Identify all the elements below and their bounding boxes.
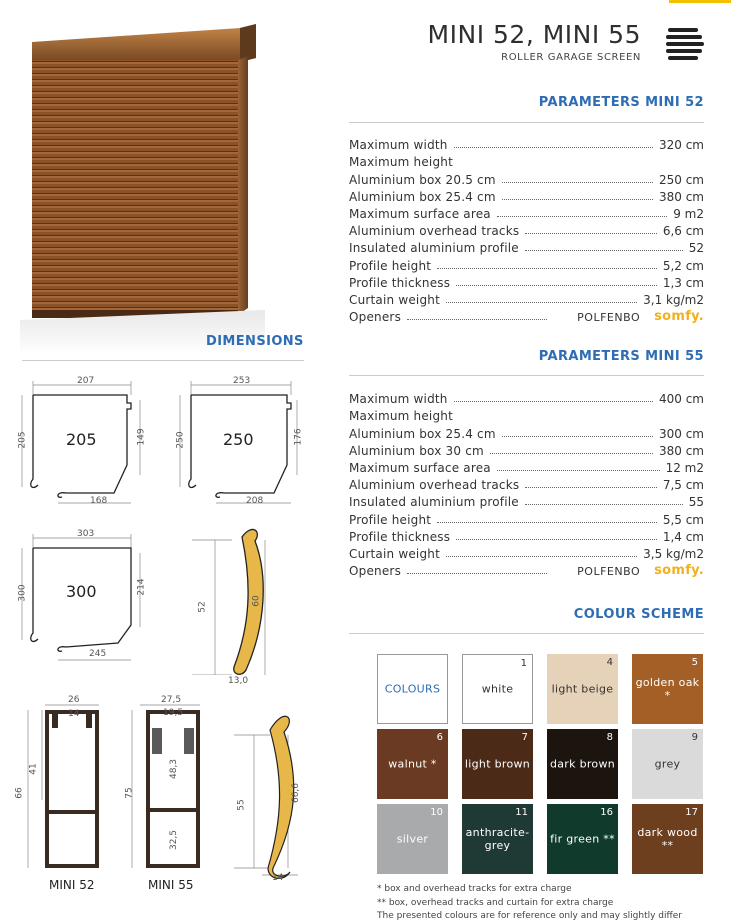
param-row: Insulated aluminium profile 52 [349, 241, 704, 256]
note-1: * box and overhead tracks for extra charge [377, 884, 572, 894]
colour-swatch [632, 804, 703, 874]
swatch-name: silver [396, 832, 429, 846]
dim-track55-outer: 27,5 [161, 695, 182, 705]
openers-row: Openers POLFENBO somfy. [349, 563, 704, 579]
somfy-logo: somfy. [654, 563, 704, 579]
dim-250-top: 253 [233, 376, 251, 386]
swatch-number: 1 [520, 658, 527, 669]
param-row: Profile thickness 1,3 cm [349, 275, 704, 290]
param-row: Aluminium overhead tracks 7,5 cm [349, 478, 704, 493]
colour-swatch [547, 729, 618, 799]
page-subtitle: ROLLER GARAGE SCREEN [501, 52, 641, 63]
swatch-number: 7 [521, 732, 528, 743]
param-row: Maximum surface area 12 m2 [349, 460, 704, 475]
note-3: The presented colours are for reference only and may slightly differ [377, 911, 682, 921]
dim-track55-lower: 32,5 [169, 829, 180, 851]
swatch-number: 16 [600, 807, 613, 818]
dim-profile52-inner: 60 [251, 595, 262, 607]
swatch-name: dark wood ** [637, 826, 698, 852]
dim-205-top: 207 [77, 376, 95, 386]
colour-swatch [632, 654, 703, 724]
dimensions-heading: DIMENSIONS [206, 334, 304, 349]
track52-name: MINI 52 [49, 878, 95, 892]
param-row: Profile height 5,2 cm [349, 258, 704, 273]
colour-swatch [547, 804, 618, 874]
param-row: Maximum width 400 cm [349, 392, 704, 407]
swatch-number: 10 [430, 807, 443, 818]
dim-track55-total: 75 [124, 787, 135, 799]
param-row: Maximum width 320 cm [349, 138, 704, 153]
colour-swatch [547, 654, 618, 724]
param-row: Insulated aluminium profile 55 [349, 495, 704, 510]
box-300-label: 300 [66, 582, 97, 601]
swatch-name: walnut * [388, 757, 437, 771]
track-drawings [12, 690, 312, 880]
dim-profile55-outer: 55 [236, 799, 247, 811]
param-row: Aluminium box 25.4 cm 380 cm [349, 189, 704, 204]
dim-profile55-thickness: 14 [272, 873, 284, 883]
swatch-name: grey [654, 757, 681, 771]
dim-track52-outer: 26 [68, 695, 80, 705]
dim-250-right: 176 [293, 428, 304, 446]
swatch-name: anthracite-grey [465, 826, 530, 852]
dim-track52-part: 41 [28, 763, 39, 775]
swatch-number: 9 [691, 732, 698, 743]
track55-name: MINI 55 [148, 878, 194, 892]
colour-heading: COLOUR SCHEME [573, 607, 704, 622]
dim-250-left: 250 [175, 431, 186, 449]
swatch-number: 4 [606, 657, 613, 668]
polfenbo-logo: POLFENBO [577, 311, 641, 325]
box-drawings [10, 375, 310, 675]
param-row: Profile thickness 1,4 cm [349, 529, 704, 544]
params55-list [349, 389, 704, 578]
swatch-name: golden oak * [635, 676, 700, 702]
dim-300-bottom: 245 [89, 649, 107, 659]
params52-list [349, 135, 704, 324]
colour-swatch [377, 729, 448, 799]
dim-205-right: 149 [136, 428, 147, 446]
swatch-number: 6 [436, 732, 443, 743]
note-2: ** box, overhead tracks and curtain for extra charge [377, 898, 614, 908]
dim-profile55-inner: 66,6 [291, 782, 302, 804]
dim-300-top: 303 [77, 529, 95, 539]
param-row: Maximum height [349, 409, 453, 424]
colour-swatch [462, 654, 533, 724]
openers-row: Openers POLFENBO somfy. [349, 309, 704, 325]
param-row: Maximum height [349, 155, 453, 170]
param-row: Aluminium box 25.4 cm 300 cm [349, 426, 704, 441]
dim-300-left: 300 [17, 584, 28, 602]
page-title: MINI 52, MINI 55 [427, 20, 641, 49]
swatch-number: 17 [685, 807, 698, 818]
param-row: Curtain weight 3,5 kg/m2 [349, 546, 704, 561]
swatch-number: 11 [515, 807, 528, 818]
box-250-label: 250 [223, 430, 254, 449]
dim-profile52-thickness: 13,0 [228, 676, 249, 686]
dim-205-bottom: 168 [90, 496, 108, 506]
swatch-name: fir green ** [550, 832, 615, 846]
dim-track55-inner: 19,5 [163, 708, 184, 718]
colour-swatch [632, 729, 703, 799]
swatch-name: white [481, 682, 514, 696]
swatch-name: light beige [551, 682, 614, 696]
param-row: Curtain weight 3,1 kg/m2 [349, 292, 704, 307]
dim-track52-inner: 14 [68, 709, 80, 719]
box-205-label: 205 [66, 430, 97, 449]
swatch-name: light brown [464, 757, 531, 771]
param-row: Maximum surface area 9 m2 [349, 206, 704, 221]
colours-legend: COLOURS [377, 654, 448, 724]
colour-swatch [377, 804, 448, 874]
dim-250-bottom: 208 [246, 496, 264, 506]
colour-swatch [462, 804, 533, 874]
brand-logo-icon [666, 26, 704, 64]
dim-205-left: 205 [17, 431, 28, 449]
polfenbo-logo: POLFENBO [577, 565, 641, 579]
swatch-number: 8 [606, 732, 613, 743]
dim-track52-total: 66 [14, 787, 25, 799]
param-row: Aluminium box 20.5 cm 250 cm [349, 172, 704, 187]
swatch-number: 5 [691, 657, 698, 668]
param-row: Profile height 5,5 cm [349, 512, 704, 527]
accent-bar [669, 0, 731, 3]
somfy-logo: somfy. [654, 309, 704, 325]
product-photo [20, 20, 265, 355]
swatch-name: dark brown [549, 757, 616, 771]
dim-track55-upper: 48,3 [169, 758, 180, 780]
param-row: Aluminium overhead tracks 6,6 cm [349, 224, 704, 239]
colour-swatch [462, 729, 533, 799]
params52-heading: PARAMETERS MINI 52 [538, 95, 704, 110]
dim-300-right: 214 [136, 578, 147, 596]
params55-heading: PARAMETERS MINI 55 [538, 349, 704, 364]
param-row: Aluminium box 30 cm 380 cm [349, 443, 704, 458]
dim-profile52-outer: 52 [197, 601, 208, 613]
